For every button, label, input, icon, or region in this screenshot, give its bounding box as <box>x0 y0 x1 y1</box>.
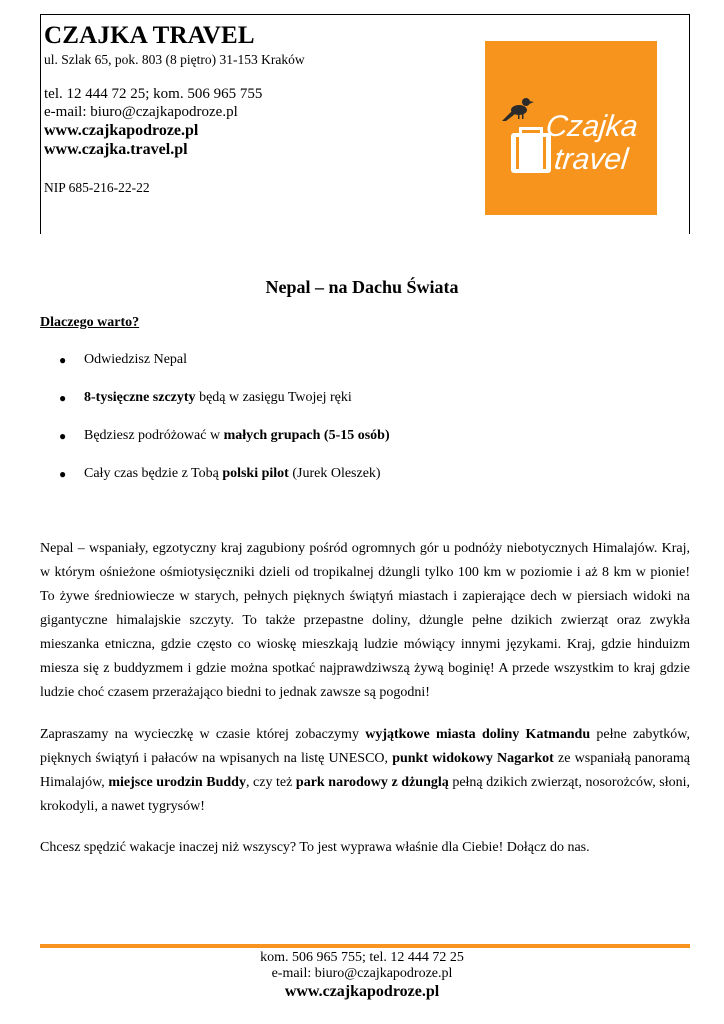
closing-paragraph: Chcesz spędzić wakacje inaczej niż wszyscy? To jest wyprawa właśnie dla Ciebie! Dołącz do nas. <box>40 840 590 855</box>
website-link-1[interactable]: www.czajkapodroze.pl <box>44 122 199 139</box>
bullet-icon: ● <box>59 429 67 443</box>
company-logo <box>485 41 657 215</box>
bullet-icon: ● <box>59 391 67 405</box>
footer-website-link[interactable]: www.czajkapodroze.pl <box>284 983 440 1000</box>
footer-divider <box>40 944 690 948</box>
list-item: ● 8-tysięczne szczyty będą w zasięgu Twojej ręki <box>40 379 640 417</box>
document-title: Nepal – na Dachu Świata <box>265 277 459 297</box>
bird-icon <box>502 98 534 121</box>
list-item: ● Odwiedzisz Nepal <box>40 341 640 379</box>
phone-line: tel. 12 444 72 25; kom. 506 965 755 <box>44 86 263 102</box>
section-heading: Dlaczego warto? <box>40 315 140 330</box>
bullet-icon: ● <box>59 353 67 367</box>
footer <box>0 950 724 1002</box>
footer-email: e-mail: biuro@czajkapodroze.pl <box>271 966 453 981</box>
list-item: ● Cały czas będzie z Tobą polski pilot (Jurek Oleszek) <box>40 455 640 493</box>
letterhead <box>40 14 690 234</box>
website-link-2[interactable]: www.czajka.travel.pl <box>44 141 188 158</box>
tax-id: NIP 685-216-22-22 <box>44 180 150 195</box>
highlights-list <box>40 341 640 493</box>
intro-paragraph: Nepal – wspaniały, egzotyczny kraj zagubiony pośród ogromnych gór u podnóży niebotycznych Himalajów. Kraj, w którym ośnieżone ośmiotysięczniki dzieli od tropikalnej dżungli tylko 100 km w poziomie i aż 8 km w pionie! To żywe średniowiecze w starych, pełnych pięknych świątyń miastach i zapierające dech w piersiach widoki na gigantyczne himalajskie szczyty. To także przepastne doliny, dżungle pełne dzikich zwierząt oraz zwykła mieszanka etniczna, gdzie często co wioskę mieszkają ludzie mówiący innymi językami. Kraj, gdzie hinduizm miesza się z buddyzmem i gdzie można spotkać najprawdziwszą żywą boginię! A przede wszystkim to kraj gdzie ludzie choć czasem przerażająco biedni to jednak zawsze są pogodni! <box>40 541 690 700</box>
footer-phones: kom. 506 965 755; tel. 12 444 72 25 <box>260 950 464 965</box>
email-line: e-mail: biuro@czajkapodroze.pl <box>44 104 238 120</box>
logo-text-line1: Czajka <box>544 110 640 143</box>
company-address: ul. Szlak 65, pok. 803 (8 piętro) 31-153 Kraków <box>44 52 305 67</box>
list-item: ● Będziesz podróżować w małych grupach (5-15 osób) <box>40 417 640 455</box>
itinerary-paragraph: Zapraszamy na wycieczkę w czasie której zobaczymy wyjątkowe miasta doliny Katmandu pełne zabytków, pięknych świątyń i pałaców na wpisanych na listę UNESCO, punkt widokowy Nagarkot ze wspaniałą panoramą Himalajów, miejsce urodzin Buddy, czy też park narodowy z dżunglą pełną dzikich zwierząt, nosorożców, słoni, krokodyli, a nawet tygrysów! <box>40 727 690 814</box>
bullet-icon: ● <box>59 467 67 481</box>
company-name: CZAJKA TRAVEL <box>44 22 255 49</box>
contact-block <box>44 85 262 159</box>
logo-text-line2: travel <box>552 143 630 176</box>
